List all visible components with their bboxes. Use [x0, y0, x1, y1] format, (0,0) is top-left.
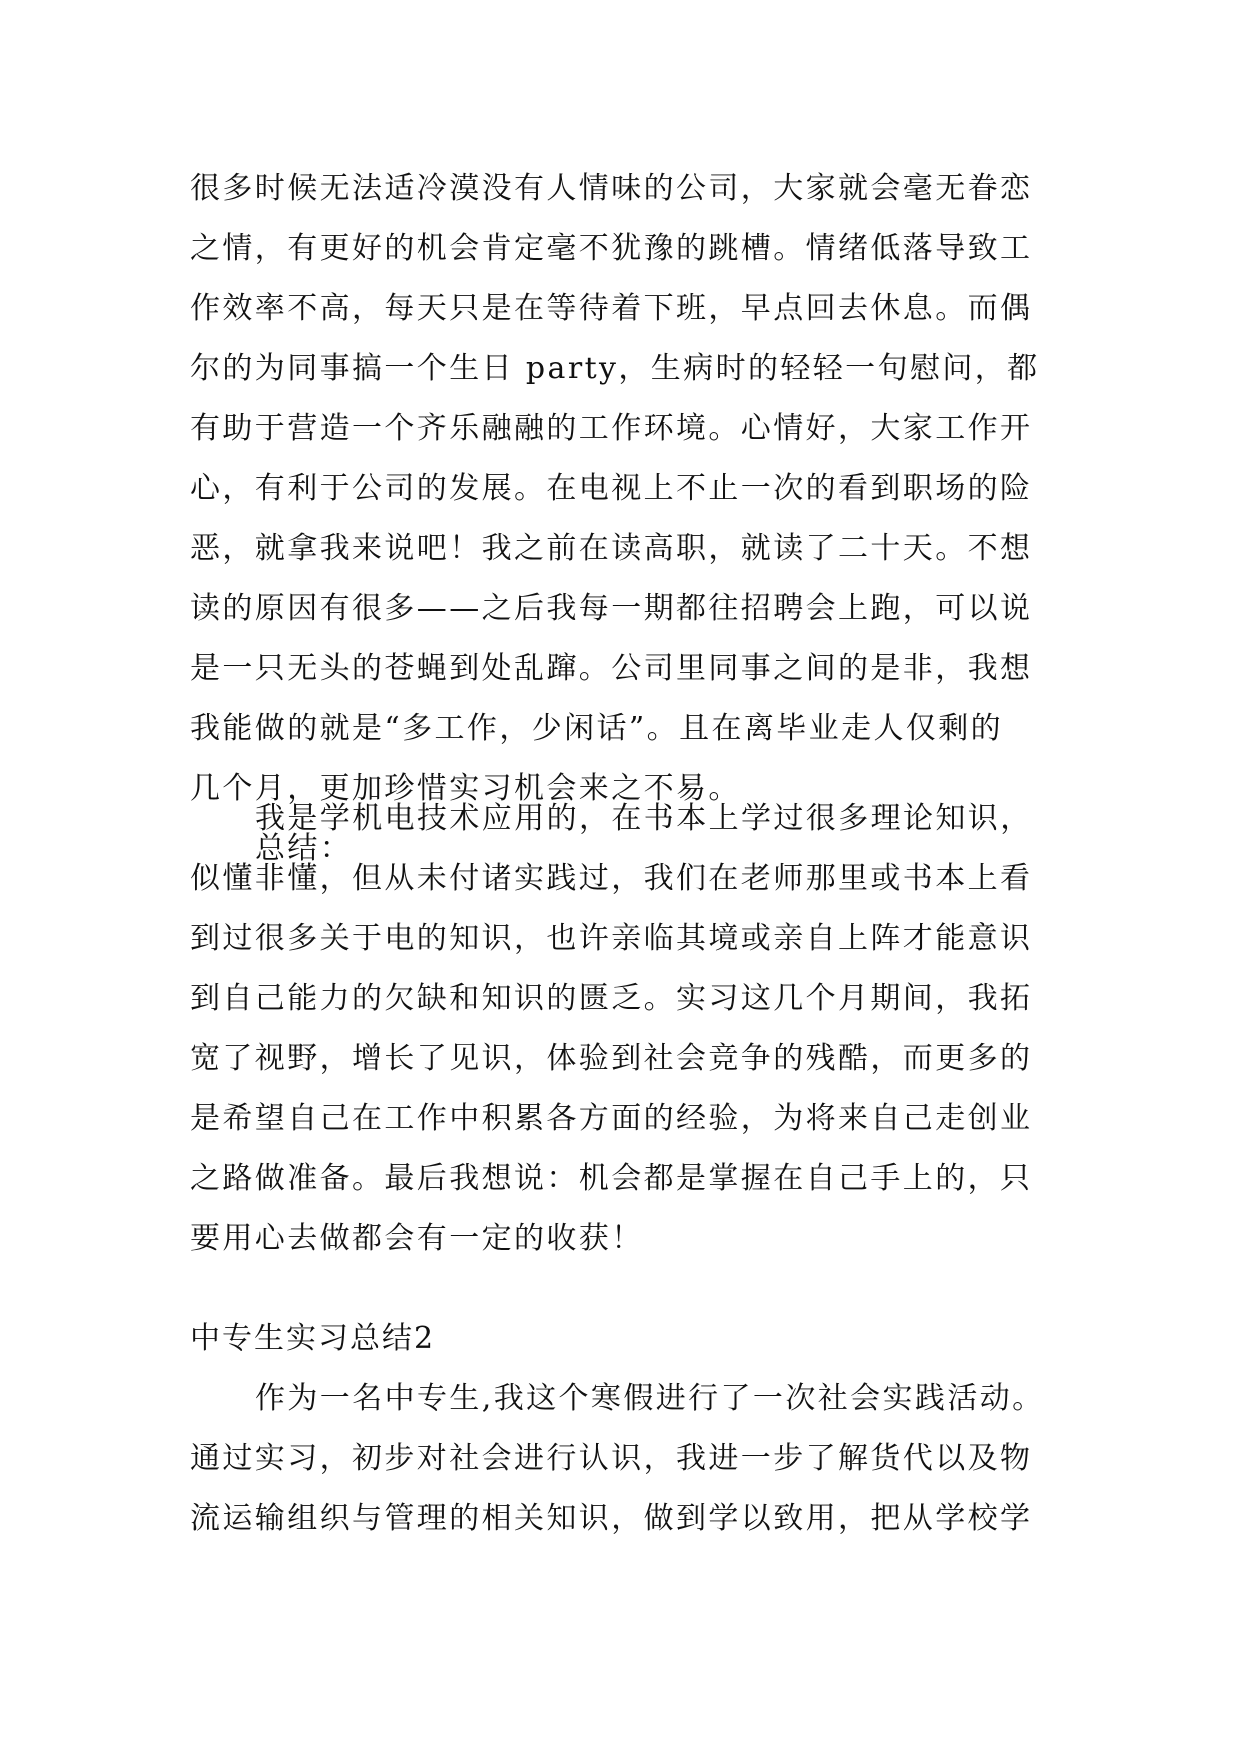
paragraph-3: [190, 1329, 1050, 1549]
paragraph-line: 宽了视野，增长了见识，体验到社会竞争的残酷，而更多的: [190, 1041, 1033, 1076]
paragraph-line: 通过实习，初步对社会进行认识，我进一步了解货代以及物: [190, 1441, 1033, 1476]
summary-label: 总结：: [255, 831, 353, 866]
section-heading: 中专生实习总结2: [190, 1321, 436, 1356]
paragraph-line: 到自己能力的欠缺和知识的匮乏。实习这几个月期间，我拓: [190, 981, 1033, 1016]
paragraph-1: [190, 159, 1050, 879]
paragraph-line: 是希望自己在工作中积累各方面的经验，为将来自己走创业: [190, 1101, 1033, 1136]
paragraph-line: 我是学机电技术应用的，在书本上学过很多理论知识，: [255, 801, 1033, 836]
paragraph-line: 作效率不高，每天只是在等待着下班，早点回去休息。而偶: [190, 291, 1033, 326]
paragraph-line: 恶，就拿我来说吧！我之前在读高职，就读了二十天。不想: [190, 531, 1033, 566]
paragraph-line: 有助于营造一个齐乐融融的工作环境。心情好，大家工作开: [190, 411, 1033, 446]
paragraph-line: 到过很多关于电的知识，也许亲临其境或亲自上阵才能意识: [190, 921, 1033, 956]
paragraph-line: 读的原因有很多——之后我每一期都往招聘会上跑，可以说: [190, 591, 1033, 626]
paragraph-line: 我能做的就是“多工作，少闲话”。且在离毕业走人仅剩的: [190, 711, 1004, 746]
paragraph-line: 要用心去做都会有一定的收获！: [190, 1221, 644, 1256]
paragraph-line: 之路做准备。最后我想说：机会都是掌握在自己手上的，只: [190, 1161, 1033, 1196]
paragraph-line: 心，有利于公司的发展。在电视上不止一次的看到职场的险: [190, 471, 1033, 506]
paragraph-line: 尔的为同事搞一个生日 party，生病时的轻轻一句慰问，都: [190, 351, 1040, 386]
paragraph-line: 很多时候无法适冷漠没有人情味的公司，大家就会毫无眷恋: [190, 171, 1033, 206]
paragraph-line: 似懂非懂，但从未付诸实践过，我们在老师那里或书本上看: [190, 861, 1033, 896]
paragraph-2: [190, 789, 1050, 1269]
paragraph-line: 作为一名中专生,我这个寒假进行了一次社会实践活动。: [255, 1381, 1045, 1416]
paragraph-line: 流运输组织与管理的相关知识，做到学以致用，把从学校学: [190, 1501, 1033, 1536]
paragraph-line: 几个月，更加珍惜实习机会来之不易。: [190, 771, 741, 806]
paragraph-line: 是一只无头的苍蝇到处乱蹿。公司里同事之间的是非，我想: [190, 651, 1033, 686]
paragraph-line: 之情，有更好的机会肯定毫不犹豫的跳槽。情绪低落导致工: [190, 231, 1033, 266]
